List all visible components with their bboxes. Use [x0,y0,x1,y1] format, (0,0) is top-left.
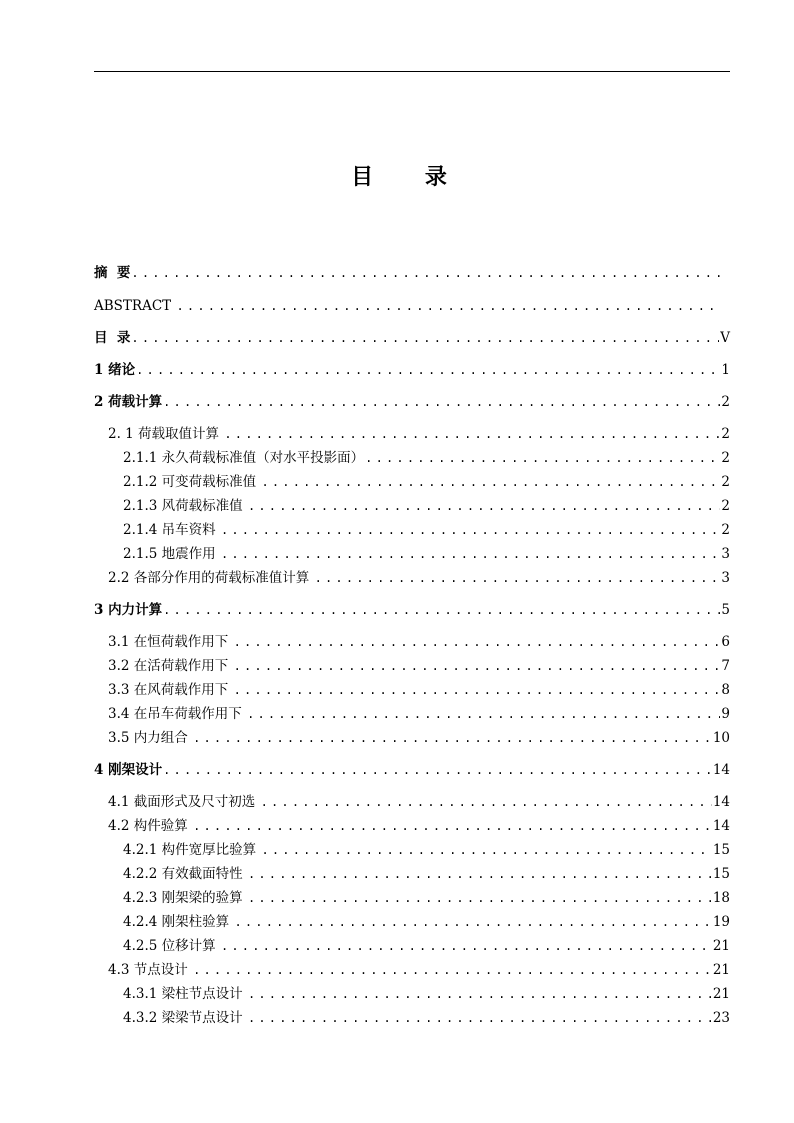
toc-entry[interactable] [94,392,730,412]
toc-entry[interactable] [108,656,730,676]
toc-leader [136,360,720,380]
toc-entry-page: 1 [721,362,730,378]
toc-leader [261,472,720,492]
toc-entry-page: 15 [712,866,730,882]
toc-entry-text: ABSTRACT [94,298,176,314]
toc-entry-text: 4.1 截面形式及尺寸初选 [108,794,260,810]
toc-entry[interactable] [123,912,730,932]
toc-entry-page: 5 [721,602,730,618]
toc-entry-text: 4.2.2 有效截面特性 [123,866,247,882]
toc-leader [224,424,720,444]
toc-entry-page: 19 [712,914,730,930]
toc-entry-text: 3.5 内力组合 [108,730,193,746]
toc-entry[interactable] [108,728,730,748]
toc-entry[interactable] [123,472,730,492]
toc-entry-text: 3.3 在风荷载作用下 [108,682,233,698]
toc-leader [193,816,712,836]
toc-leader [248,888,712,908]
toc-entry-page: 18 [712,890,730,906]
toc-leader [163,760,712,780]
toc-leader [221,544,720,564]
toc-entry-text: 摘 要 [94,265,131,281]
toc-entry[interactable] [108,792,730,812]
toc-entry-page: 14 [712,794,730,810]
toc-entry[interactable] [123,936,730,956]
toc-entry[interactable] [123,544,730,564]
toc-entry-page: V [720,330,730,346]
toc-entry-page: 15 [712,842,730,858]
toc-entry-text: 3.1 在恒荷载作用下 [108,634,233,650]
toc-leader [221,936,712,956]
toc-entry-text: 2.1.5 地震作用 [123,546,220,562]
toc-entry-text: 4 刚架设计 [94,762,163,778]
toc-entry-page: 2 [721,474,730,490]
header-rule [94,71,730,72]
toc-leader [176,296,721,316]
toc-entry-page: 21 [712,986,730,1002]
toc-entry[interactable] [123,520,730,540]
toc-entry-page: 10 [712,730,730,746]
toc-leader [248,864,712,884]
toc-entry-page: 8 [721,682,730,698]
toc-entry[interactable] [123,888,730,908]
toc-entry[interactable] [123,984,730,1004]
toc-leader [131,328,719,348]
toc-entry[interactable] [123,496,730,516]
page-title: 目 录 [351,165,469,190]
toc-entry-text: 4.3.2 梁梁节点设计 [123,1010,247,1026]
toc-entry-page: 14 [712,762,730,778]
toc-entry[interactable] [108,568,730,588]
toc-entry-page: 2 [721,522,730,538]
toc-leader [234,632,721,652]
toc-leader [221,520,720,540]
toc-leader [234,912,711,932]
toc-entry-page: 23 [712,1010,730,1026]
toc-entry-text: 2 荷载计算 [94,394,163,410]
toc-entry-text: 2.1.2 可变荷载标准值 [123,474,261,490]
toc-leader [234,680,721,700]
toc-entry-page: 14 [712,818,730,834]
toc-entry-page: 3 [721,546,730,562]
toc-entry-text: 2.1.4 吊车资料 [123,522,220,538]
toc-entry[interactable] [108,816,730,836]
toc-entry[interactable] [108,704,730,724]
toc-entry[interactable] [94,360,730,380]
toc-entry-page: 2 [721,498,730,514]
toc-entry-page: 2 [721,394,730,410]
toc-entry-text: 4.2 构件验算 [108,818,193,834]
toc-leader [247,704,720,724]
toc-entry-text: 1 绪论 [94,362,136,378]
toc-entry[interactable] [108,960,730,980]
toc-leader [248,984,712,1004]
toc-leader [315,568,721,588]
toc-entry-page: 3 [721,570,730,586]
toc-entry[interactable] [123,1008,730,1028]
toc-entry-text: 4.2.5 位移计算 [123,938,220,954]
toc-entry-text: 2.2 各部分作用的荷载标准值计算 [108,570,314,586]
toc-entry[interactable] [94,263,730,283]
toc-entry[interactable] [123,864,730,884]
toc-entry[interactable] [108,424,730,444]
toc-entry-text: 2. 1 荷载取值计算 [108,426,224,442]
toc-entry-text: 4.2.3 刚架梁的验算 [123,890,247,906]
toc-entry-text: 2.1.1 永久荷载标准值（对水平投影面） [123,450,365,466]
toc-entry[interactable] [108,680,730,700]
toc-entry-text: 目 录 [94,330,131,346]
toc-leader [261,792,712,812]
toc-leader [248,1008,712,1028]
toc-entry-page: 7 [721,658,730,674]
toc-entry-text: 3.2 在活荷载作用下 [108,658,233,674]
toc-entry-page: 2 [721,450,730,466]
toc-leader [131,263,721,283]
toc-entry[interactable] [94,328,730,348]
toc-entry[interactable] [94,296,730,316]
toc-entry-page: 21 [712,938,730,954]
toc-entry[interactable] [123,448,730,468]
toc-entry-page: 9 [721,706,730,722]
toc-entry-page: 2 [721,426,730,442]
toc-entry-text: 3.4 在吊车荷载作用下 [108,706,247,722]
toc-entry[interactable] [123,840,730,860]
toc-entry-text: 4.3 节点设计 [108,962,193,978]
toc-leader [193,728,712,748]
toc-entry-text: 3 内力计算 [94,602,163,618]
toc-entry[interactable] [108,632,730,652]
toc-leader [163,392,720,412]
toc-leader [261,840,711,860]
toc-leader [193,960,712,980]
toc-entry[interactable] [94,760,730,780]
toc-leader [248,496,720,516]
toc-entry-text: 4.2.4 刚架柱验算 [123,914,234,930]
toc-entry-text: 4.2.1 构件宽厚比验算 [123,842,261,858]
toc-entry-page: 6 [721,634,730,650]
toc-entry[interactable] [94,600,730,620]
toc-leader [234,656,721,676]
toc-entry-page: 21 [712,962,730,978]
toc-leader [163,600,720,620]
toc-entry-text: 2.1.3 风荷载标准值 [123,498,247,514]
toc-entry-text: 4.3.1 梁柱节点设计 [123,986,247,1002]
toc-leader [365,448,720,468]
